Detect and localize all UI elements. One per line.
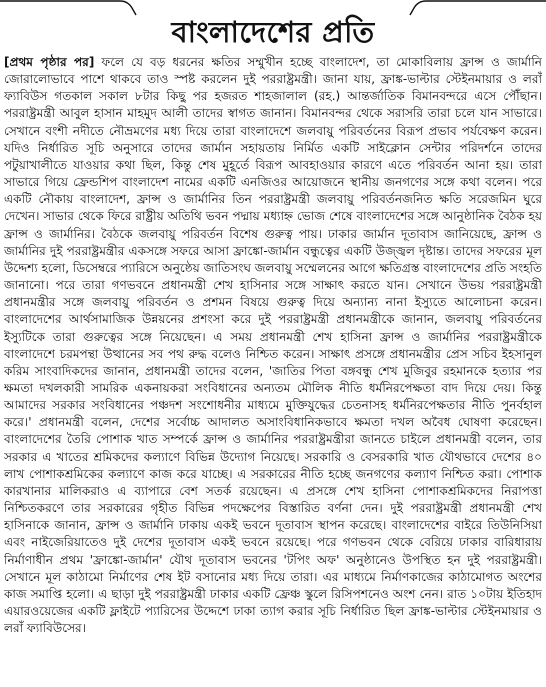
article-text: ফলে যে বড় ধরনের ক্ষতির সম্মুখীন হচ্ছে বাংলাদেশ, তা মোকাবিলায় ফ্রান্স ও জার্মানি জোরালোভাবে পাশে থাকবে তাও স্পষ্ট করলেন দুই পররাষ্ট্রমন্ত্রী। জানা যায়, ফ্রাঙ্ক-ভাল্টার স্টেইনমায়ার ও লরাঁ ফ্যাবিউস গতকাল সকাল ৮টার কিছু পর হজরত শাহজালাল (রহ.) আন্তর্জাতিক বিমানবন্দরে এসে পৌঁছান। পররাষ্ট্রমন্ত্রী আবুল হাসান মাহমুদ আলী তাদের স্বাগত জানান। বিমানবন্দর থেকে সরাসরি তারা চলে যান সাভারে। সেখানে বংশী নদীতে নৌভ্রমণের মধ্য দিয়ে তারা বাংলাদেশে জলবায়ু পরিবর্তনের বিরূপ প্রভাব পর্যবেক্ষণ করেন। যদিও নির্ধারিত সূচি অনুসারে তাদের জার্মান সহায়তায় নির্মিত একটি সাইক্লোন সেন্টার পরিদর্শনে তাদের পটুয়াখালীতে যাওয়ার কথা ছিল, কিন্তু শেষ মুহূর্তে বিরূপ আবহাওয়ার কারণে এতে পরিবর্তন আনা হয়। তারা সাভারে গিয়ে ফ্রেন্ডশিপ বাংলাদেশ নামের একটি এনজিওর আয়োজনে স্থানীয় জনগণের সঙ্গে কথা বলেন। পরে একটি নৌকায় বাংলাদেশ, ফ্রান্স ও জার্মানির তিন পররাষ্ট্রমন্ত্রী জলবায়ু পরিবর্তনজনিত ক্ষতি সরেজমিন ঘুরে দেখেন। সাভার থেকে ফিরে রাষ্ট্রীয় অতিথি ভবন পদ্মায় মধ্যাহ্ন ভোজ শেষে বাংলাদেশের সঙ্গে আনুষ্ঠানিক বৈঠক হয় ফ্রান্স ও জার্মানির। বৈঠকে জলবায়ু পরিবর্তন বিশেষ গুরুত্ব পায়। ঢাকার জার্মান দূতাবাস জানিয়েছে, ফ্রান্স ও জার্মানির দুই পররাষ্ট্রমন্ত্রীর একসঙ্গে সফরে আসা ফ্রাঙ্কো-জার্মান বন্ধুত্বের একটি উজ্জ্বল দৃষ্টান্ত। তাদের সফরের মূল উদ্দেশ্য হলো, ডিসেম্বরে প্যারিসে অনুষ্ঠেয় জাতিসংঘ জলবায়ু সম্মেলনের আগে ক্ষতিগ্রস্ত বাংলাদেশের প্রতি সংহতি জানানো। পরে তারা গণভবনে প্রধানমন্ত্রী শেখ হাসিনার সঙ্গে সাক্ষাৎ করতে যান। সেখানে উভয় পররাষ্ট্রমন্ত্রী প্রধানমন্ত্রীর সঙ্গে জলবায়ু পরিবর্তন ও প্রশমন বিষয়ে গুরুত্ব দিয়ে অন্যান্য নানা ইস্যুতে আলোচনা করেন। বাংলাদেশের আর্থসামাজিক উন্নয়নের প্রশংসা করে দুই পররাষ্ট্রমন্ত্রী প্রধানমন্ত্রীকে জানান, জলবায়ু পরিবর্তনের ইস্যুটিকে তারা গুরুত্বের সঙ্গে নিয়েছেন। এ সময় প্রধানমন্ত্রী শেখ হাসিনা ফ্রান্স ও জার্মানির পররাষ্ট্রমন্ত্রীকে বাংলাদেশে চরমপন্থা উত্থানের সব পথ রুদ্ধ বলেও নিশ্চিত করেন। সাক্ষাৎ প্রসঙ্গে প্রধানমন্ত্রীর প্রেস সচিব ইহসানুল করিম সাংবাদিকদের জানান, প্রধানমন্ত্রী তাদের বলেন, 'জাতির পিতা বঙ্গবন্ধু শেখ মুজিবুর রহমানকে হত্যার পর ক্ষমতা দখলকারী সামরিক একনায়করা সংবিধানের অন্যতম মৌলিক নীতি ধর্মনিরপেক্ষতা বাদ দিয়ে দেয়। কিন্তু আমাদের সরকার সংবিধানের পঞ্চদশ সংশোধনীর মাধ্যমে মুক্তিযুদ্ধের চেতনাসহ ধর্মনিরপেক্ষতার নীতি পুনর্বহাল করে।' প্রধানমন্ত্রী বলেন, দেশের সর্বোচ্চ আদালত অসাংবিধানিকভাবে ক্ষমতা দখল অবৈধ ঘোষণা করেছেন। বাংলাদেশের তৈরি পোশাক খাত সম্পর্কে ফ্রান্স ও জার্মানির পররাষ্ট্রমন্ত্রীরা জানতে চাইলে প্রধানমন্ত্রী বলেন, তার সরকার এ খাতের শ্রমিকদের কল্যাণে বিভিন্ন উদ্যোগ নিয়েছে। সরকারি ও বেসরকারি খাত যৌথভাবে দেশের ৪০ লাখ পোশাকশ্রমিকের কল্যাণে কাজ করে যাচ্ছে। এ সরকারের নীতি হচ্ছে জনগণের কল্যাণ নিশ্চিত করা। পোশাক কারখানার মালিকরাও এ ব্যাপারে বেশ সতর্ক রয়েছেন। এ প্রসঙ্গে শেখ হাসিনা পোশাকশ্রমিকদের নিরাপত্তা নিশ্চিতকরণে তার সরকারের গৃহীত বিভিন্ন পদক্ষেপের বিস্তারিত বর্ণনা দেন। দুই পররাষ্ট্রমন্ত্রী প্রধানমন্ত্রী শেখ হাসিনাকে জানান, ফ্রান্স ও জার্মানি ঢাকায় একই ভবনে দূতাবাস স্থাপন করেছে। বাংলাদেশের বাইরে তিউনিসিয়া এবং নাইজেরিয়াতেও দুই দেশের দূতাবাস একই ভবনে রয়েছে। পরে গণভবন থেকে বেরিয়ে ঢাকার বারিধারায় নির্মাণাধীন প্রথম 'ফ্রাঙ্কো-জার্মান' যৌথ দূতাবাস ভবনের 'টপিং অফ' অনুষ্ঠানেও উপস্থিত হন দুই পররাষ্ট্রমন্ত্রী। সেখানে মূল কাঠামো নির্মাণের শেষ ইট বসানোর মধ্য দিয়ে তারা। এর মাধ্যমে নির্মাণকাজের কাঠামোগত অংশের কাজ সমাপ্তি হলো। এ ছাড়া দুই পররাষ্ট্রমন্ত্রী ঢাকার একটি ফ্রেঞ্চ স্কুলে রিসিপশনেও অংশ নেন। রাত ১০টায় ইতিহাদ এয়ারওয়েজের একটি ফ্লাইটে প্যারিসের উদ্দেশে ঢাকা ত্যাগ করার সূচি নির্ধারিত ছিল ফ্রাঙ্ক-ভাল্টার স্টেইনমায়ার ও লরাঁ ফ্যাবিউসের। <box>4 55 542 636</box>
article-body-container <box>4 54 542 684</box>
continuation-marker: [প্রথম পৃষ্ঠার পর] <box>4 55 95 69</box>
article-headline: বাংলাদেশের প্রতি <box>171 15 375 49</box>
